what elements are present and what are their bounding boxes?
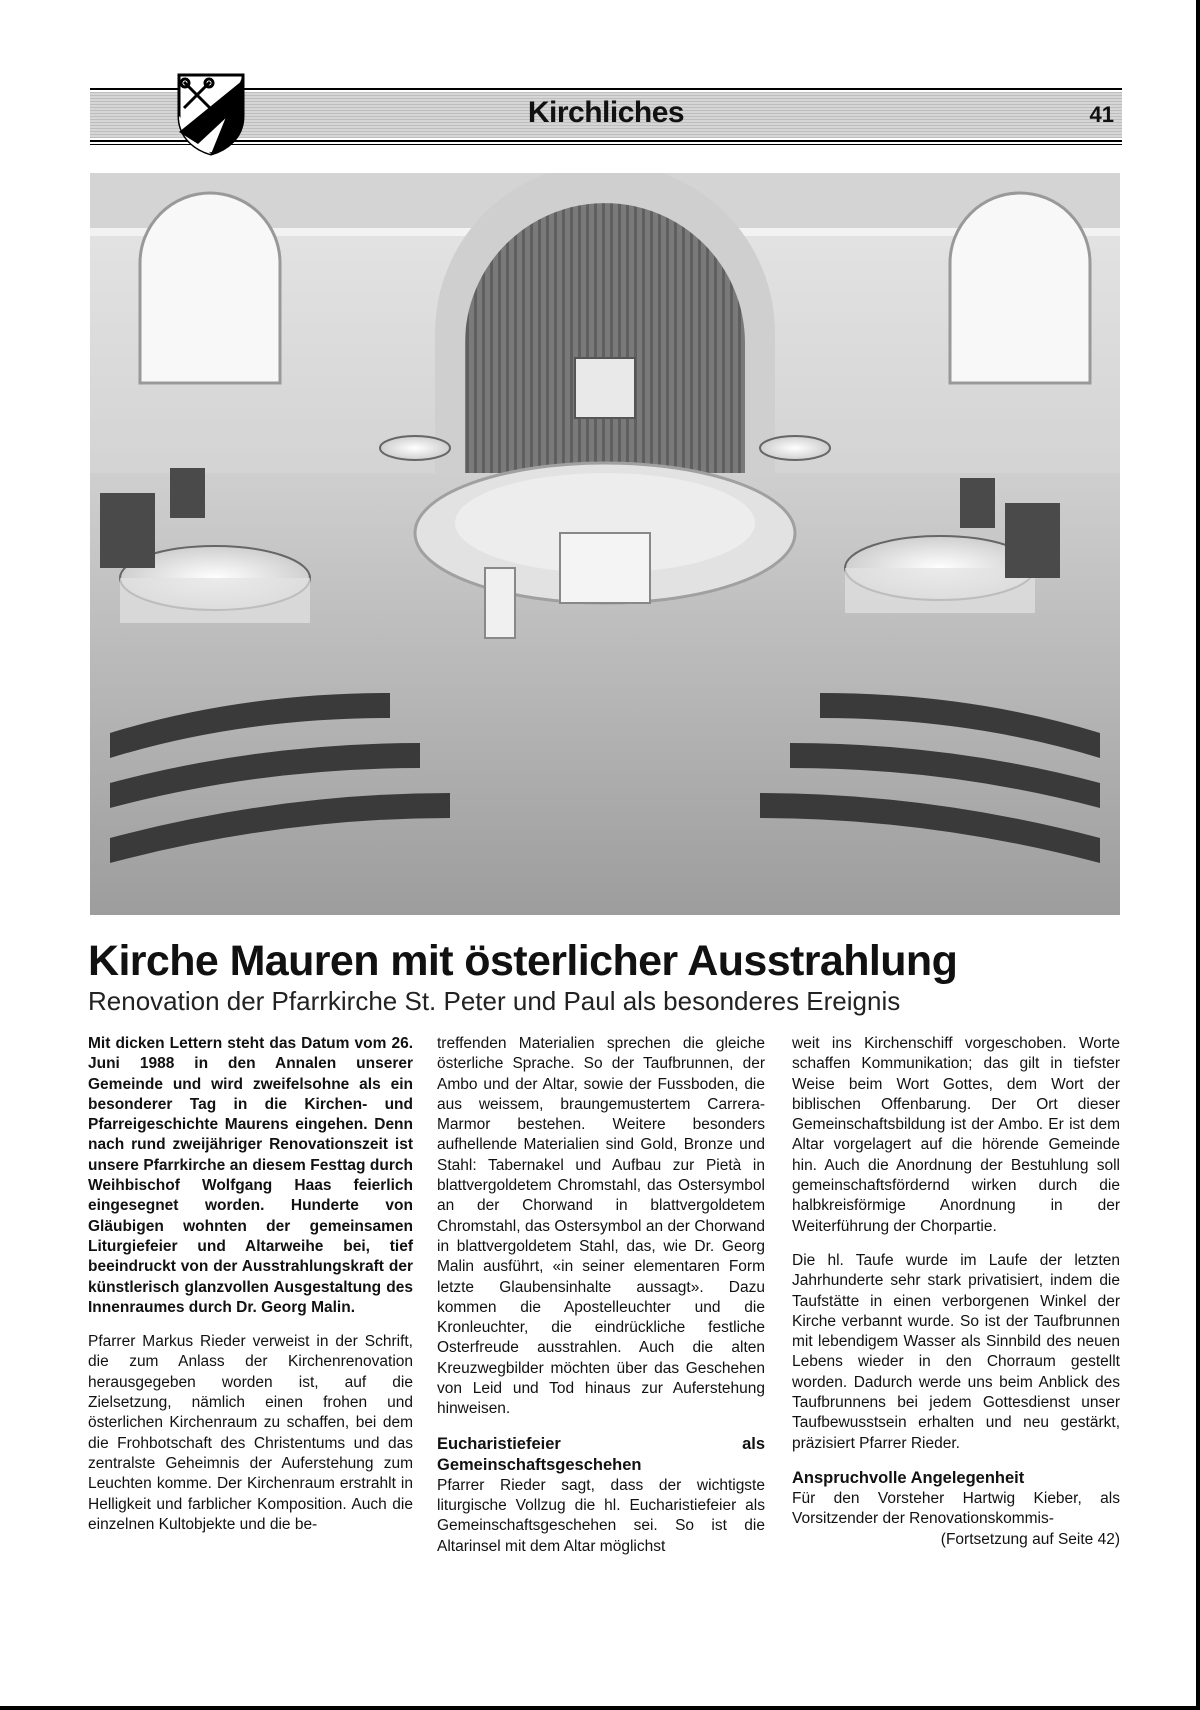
section-title: Kirchliches [527,96,685,129]
body-paragraph: Die hl. Taufe wurde im Laufe der letzten Jahrhunderte sehr stark privatisiert, indem die Taufstätte in einen verborgenen Winkel der Kirche verbannt wurde. So ist der Taufbrunnen mit lebendigem Wasser als Sinnbild des neuen Lebens wieder in den Chorraum gestellt worden. Dadurch werde uns beim Anblick des Taufbrunnens bei jedem Gottesdienst unser Taufbewusstsein erhalten und neu gestärkt, präzisiert Pfarrer Rieder. [792,1251,1120,1452]
article-subheadline: Renovation der Pfarrkirche St. Peter und Paul als besonderes Ereignis [88,986,901,1016]
page-header [90,88,1122,146]
subheading: Eucharistiefeier als Gemeinschaftsgeschehen [437,1434,765,1474]
continuation-note: (Fortsetzung auf Seite 42) [940,1530,1120,1548]
church-interior-illustration [90,173,1120,915]
church-interior-photo [90,173,1120,915]
subheading: Anspruchvolle Angelegenheit [792,1468,1025,1487]
body-paragraph: Pfarrer Markus Rieder verweist in der Schrift, die zum Anlass der Kirchenrenovation herausgegeben worden ist, auf die Zielsetzung, nämlich einen frohen und österlichen Kirchenraum zu schaffen, bei dem die Frohbotschaft des Christentums und das zentralste Geheimnis der Auferstehung zum Leuchten komme. Der Kirchenraum erstrahlt in Helligkeit und farblicher Komposition. Auch die einzelnen Kultobjekte und die be- [88,1333,413,1533]
column-2 [437,1034,765,1571]
coat-of-arms-icon [176,72,246,156]
page-number: 41 [1089,102,1114,127]
lead-paragraph: Mit dicken Lettern steht das Datum vom 26. Juni 1988 in den Annalen unserer Gemeinde und wird zweifelsohne als ein besonderer Tag in die Kirchen- und Pfarreigeschichte Maurens eingehen. Denn nach rund zweijähriger Renovationszeit ist unsere Pfarrkirche an diesem Festtag durch Weihbischof Wolfgang Haas feierlich eingesegnet worden. Hunderte von Gläubigen wohnten der gemeinsamen Liturgiefeier und Altarweihe bei, tief beeindruckt von der Ausstrahlungskraft der künstlerisch glanzvollen Ausgestaltung des Innenraumes durch Dr. Georg Malin. [88,1035,413,1316]
column-1 [88,1034,413,1549]
column-3 [792,1034,1120,1564]
article-headline: Kirche Mauren mit österlicher Ausstrahlung [88,937,958,985]
body-paragraph: Für den Vorsteher Hartwig Kieber, als Vorsitzender der Renovationskommis- [792,1489,1120,1528]
body-paragraph: treffenden Materialien sprechen die gleiche österliche Sprache. So der Taufbrunnen, der Ambo und der Altar, sowie der Fussboden, die aus weissem, braungemustertem Carrera-Marmor bestehen. Weitere besonders aufhellende Materialien sind Gold, Bronze und Stahl: Tabernakel und Aufbau zur Pietà in blattvergoldetem Chromstahl, das Ostersymbol an der Chorwand in blattvergoldetem Chromstahl, das Ostersymbol an der Chorwand in blattvergoldetem Stahl, das, wie Dr. Georg Malin ausführt, «in seiner elementaren Form letzte Glaubensinhalte aussagt». Dazu kommen die Apostelleuchter und die Kronleuchter, die eindrückliche festliche Osterfreude ausstrahlen. Auch die alten Kreuzwegbilder möchten über das Geschehen von Leid und Tod hinaus zur Auferstehung hinweisen. [437,1035,765,1418]
body-paragraph: weit ins Kirchenschiff vorgeschoben. Worte schaffen Kommunikation; das gilt in tiefster Weise beim Wort Gottes, dem Wort der biblischen Offenbarung. Der Ort dieser Gemeinschaftsbildung ist der Ambo. Er ist dem Altar vorgelagert auf die hörende Gemeinde hin. Auch die Anordnung der Bestuhlung soll gemeinschaftsfördernd wirken durch die halbkreisförmige Anordnung in der Weiterführung der Chorpartie. [792,1035,1120,1235]
body-paragraph: Pfarrer Rieder sagt, dass der wichtigste liturgische Vollzug die hl. Eucharistiefeier als Gemeinschaftsgeschehen sei. So ist die Altarinsel mit dem Altar möglichst [437,1476,765,1555]
